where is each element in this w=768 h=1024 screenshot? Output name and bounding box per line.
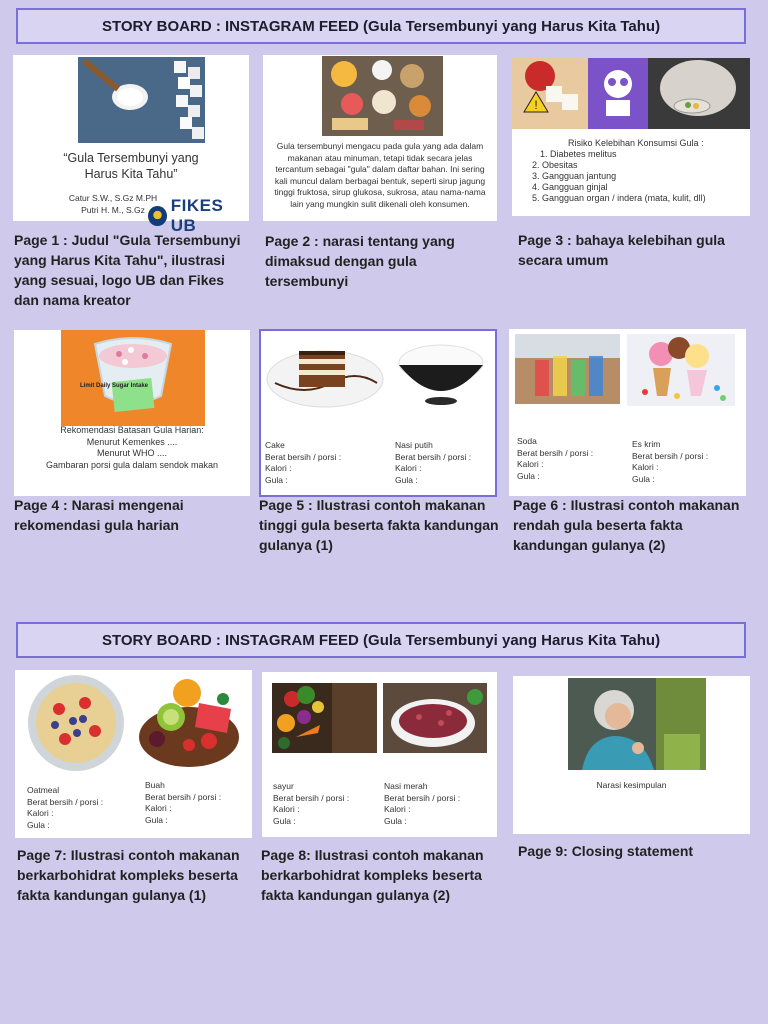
food-name: Oatmeal	[27, 785, 60, 795]
page1-title: “Gula Tersembunyi yang Harus Kita Tahu”	[63, 151, 199, 181]
calories-label: Kalori :	[517, 459, 544, 469]
food-name: Nasi putih	[395, 440, 433, 450]
vegetables-image	[272, 683, 377, 753]
weight-label: Berat bersih / porsi :	[145, 791, 222, 802]
page3-caption: Page 3 : bahaya kelebihan gula secara umum	[518, 232, 725, 268]
sugar-risk-images	[512, 58, 750, 129]
food-name: Nasi merah	[384, 781, 428, 791]
fruit-facts	[145, 780, 250, 826]
ub-seal-icon	[148, 206, 167, 226]
who-line: Menurut WHO ....	[96, 448, 167, 458]
calories-label: Kalori :	[395, 463, 422, 473]
calories-label: Kalori :	[273, 804, 300, 814]
food-name: sayur	[273, 781, 294, 791]
risk-item: 3. Gangguan jantung	[532, 171, 617, 181]
risk-list	[532, 138, 747, 204]
page5-caption: Page 5 : Ilustrasi contoh makanan tinggi gula beserta fakta kandungan gulanya (1)	[259, 497, 499, 553]
kemenkes-line: Menurut Kemenkes ....	[86, 436, 178, 447]
conclusion-text: Narasi kesimpulan	[596, 780, 667, 790]
calories-label: Kalori :	[632, 462, 659, 472]
weight-label: Berat bersih / porsi :	[517, 447, 594, 458]
food-name: Es krim	[632, 439, 661, 449]
elderly-woman-image	[568, 678, 706, 770]
food-name: Soda	[517, 436, 537, 446]
portion-line: Gambaran porsi gula dalam sendok makan	[45, 459, 219, 470]
svg-text:!: !	[534, 98, 538, 112]
page7-caption: Page 7: Ilustrasi contoh makanan berkarbohidrat kompleks beserta fakta kandungan gulanya (1)	[17, 847, 240, 903]
page2-caption: Page 2 : narasi tentang yang dimaksud dengan gula tersembunyi	[265, 233, 455, 289]
brown-rice-image	[383, 683, 487, 753]
creator-name-1: Catur S.W., S.Gz M.PH	[68, 193, 158, 203]
sugar-label: Gula :	[265, 474, 288, 485]
page3-card[interactable]	[512, 58, 750, 216]
food-name: Buah	[145, 780, 165, 790]
banner-title: STORY BOARD : INSTAGRAM FEED (Gula Tersembunyi yang Harus Kita Tahu)	[101, 17, 661, 35]
page2-narrative: Gula tersembunyi mengacu pada gula yang ada dalam makanan atau minuman, tetapi tidak secara jelas tercantum sebagai "gula" dalam daftar bahan. Ini sering kali muncul dalam berbagai bentuk, seperti sirup jagung tinggi fruktosa, sirup glukosa, sukrosa, atau nama-nama lain yang mungkin sulit dikenali oleh konsumen.	[274, 141, 486, 209]
calories-label: Kalori :	[27, 808, 54, 818]
calories-label: Kalori :	[145, 803, 172, 813]
cake-image	[265, 339, 385, 409]
weight-label: Berat bersih / porsi :	[273, 792, 350, 803]
sugar-label: Gula :	[145, 814, 168, 825]
calories-label: Kalori :	[384, 804, 411, 814]
rice-facts	[395, 440, 495, 486]
page8-card[interactable]	[262, 672, 497, 837]
weight-label: Berat bersih / porsi :	[395, 451, 472, 462]
ice-cream-image	[627, 334, 735, 406]
soda-image	[515, 334, 620, 404]
page6-card[interactable]	[509, 329, 746, 496]
weight-label: Berat bersih / porsi :	[265, 451, 342, 462]
fruit-bowl-image	[135, 675, 243, 773]
page1-caption: Page 1 : Judul "Gula Tersembunyi yang Harus Kita Tahu", ilustrasi yang sesuai, logo UB dan Fikes dan nama kreator	[14, 232, 241, 308]
page2-card[interactable]	[263, 55, 497, 221]
sugar-label: Gula :	[273, 815, 296, 826]
risk-item: 2. Obesitas	[532, 160, 578, 170]
storyboard-banner-bottom	[16, 622, 746, 658]
weight-label: Berat bersih / porsi :	[632, 450, 709, 461]
page4-recommendation	[22, 425, 242, 471]
rice-bowl-image	[395, 337, 487, 409]
sugary-foods-image	[322, 56, 443, 136]
risk-item-text: Gangguan jantung	[542, 171, 617, 181]
food-name: Cake	[265, 440, 285, 450]
ice-cream-facts	[632, 439, 742, 485]
sugar-label: Gula :	[632, 473, 655, 484]
cake-facts	[265, 440, 375, 486]
oatmeal-facts	[27, 785, 137, 831]
risk-item-text: Gangguan organ / indera (mata, kulit, dll)	[542, 193, 706, 203]
page4-card[interactable]	[14, 330, 250, 496]
soda-facts	[517, 436, 627, 482]
storyboard-banner-top	[16, 8, 746, 44]
page1-card[interactable]	[13, 55, 249, 235]
sugar-jar-image	[61, 330, 205, 426]
weight-label: Berat bersih / porsi :	[27, 796, 104, 807]
banner-title: STORY BOARD : INSTAGRAM FEED (Gula Tersembunyi yang Harus Kita Tahu)	[101, 631, 661, 649]
risk-item: 4. Gangguan ginjal	[532, 182, 608, 192]
page9-card[interactable]	[513, 676, 750, 834]
page9-caption: Page 9: Closing statement	[518, 843, 694, 859]
page6-caption: Page 6 : Ilustrasi contoh makanan rendah gula beserta fakta kandungan gulanya (2)	[513, 497, 740, 553]
creator-name-2: Putri H. M., S.Gz	[81, 204, 145, 215]
brown-rice-facts	[384, 781, 494, 827]
risk-item-text: Diabetes melitus	[550, 149, 617, 159]
calories-label: Kalori :	[265, 463, 292, 473]
page8-caption: Page 8: Ilustrasi contoh makanan berkarbohidrat kompleks beserta fakta kandungan gulanya (2)	[261, 847, 484, 903]
page5-card[interactable]	[259, 329, 497, 497]
risk-heading: Risiko Kelebihan Konsumsi Gula :	[568, 138, 704, 148]
page7-card[interactable]	[15, 670, 252, 838]
sugar-label: Gula :	[27, 819, 50, 830]
risk-item-text: Obesitas	[542, 160, 578, 170]
oatmeal-image	[25, 673, 127, 773]
logo-text: FIKES UB	[170, 196, 224, 235]
recommendation-heading: Rekomendasi Batasan Gula Harian:	[60, 425, 204, 435]
sugar-label: Gula :	[395, 474, 418, 485]
sugar-cubes-image	[78, 57, 205, 143]
weight-label: Berat bersih / porsi :	[384, 792, 461, 803]
risk-item: 1. Diabetes melitus	[540, 149, 617, 159]
page4-caption: Page 4 : Narasi mengenai rekomendasi gula harian	[14, 497, 184, 533]
jar-label: Limit Daily Sugar Intake	[79, 383, 149, 389]
risk-item: 5. Gangguan organ / indera (mata, kulit, dll)	[532, 193, 706, 203]
vegetable-facts	[273, 781, 383, 827]
sugar-label: Gula :	[384, 815, 407, 826]
risk-item-text: Gangguan ginjal	[542, 182, 608, 192]
sugar-label: Gula :	[517, 470, 540, 481]
